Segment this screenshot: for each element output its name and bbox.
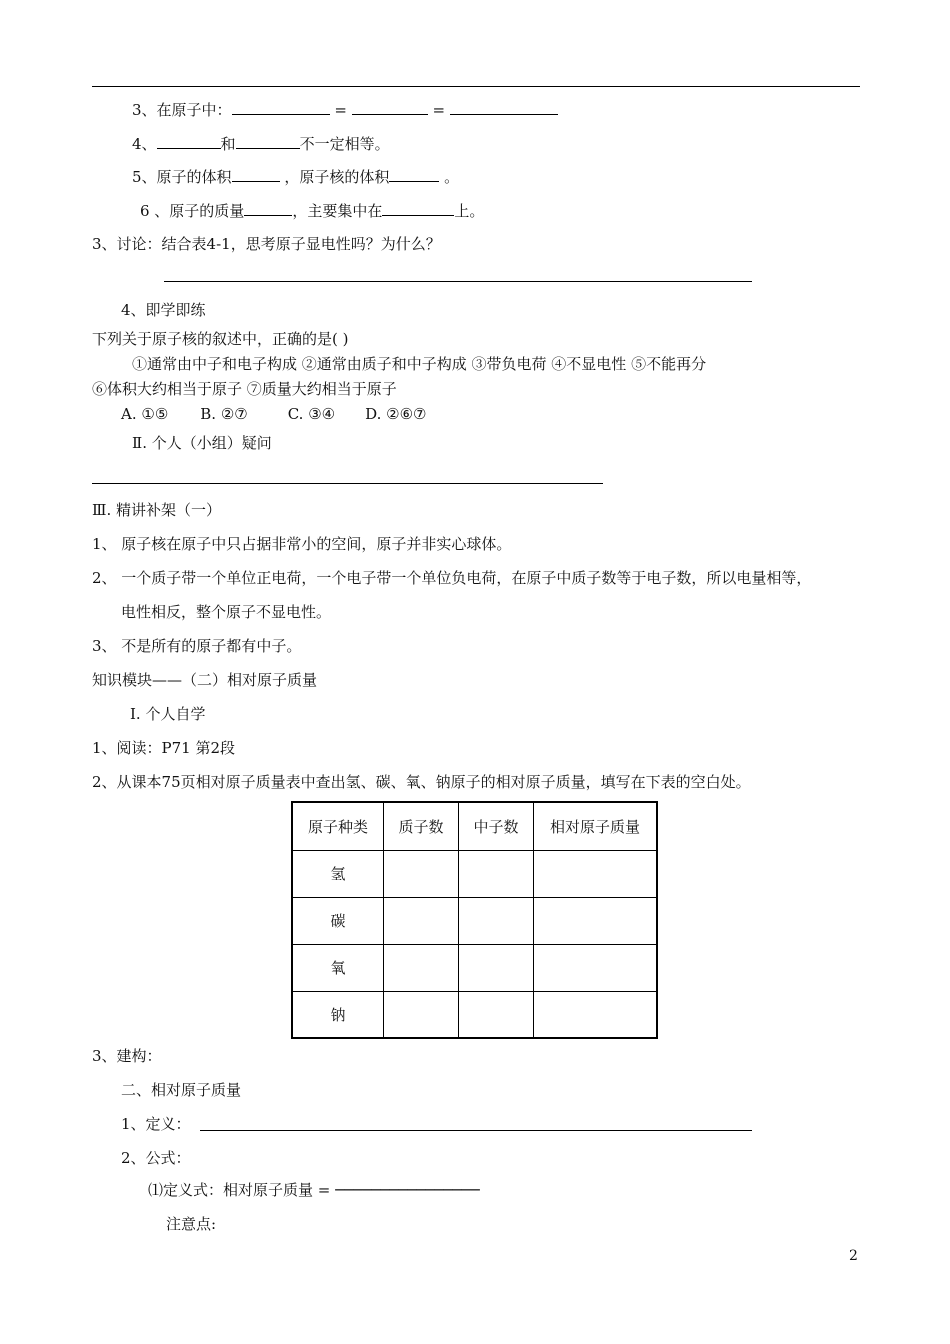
definition-label: 1、定义： [121, 1115, 191, 1133]
table-cell[interactable] [534, 897, 658, 944]
reading-task: 1、阅读：P71 第2段 [92, 739, 236, 757]
item6-prefix: 6 、原子的质量 [140, 202, 245, 220]
item5-middle: ，原子核的体积 [284, 168, 390, 186]
answer-line[interactable] [164, 281, 752, 282]
table-row [292, 991, 657, 1038]
practice-question: 下列关于原子核的叙述中，正确的是( ) [92, 330, 349, 348]
item6-suffix: 上。 [454, 202, 485, 220]
self-study-heading: Ⅰ. 个人自学 [130, 705, 206, 723]
table-cell[interactable] [384, 944, 459, 991]
formula-label: 2、公式： [121, 1149, 191, 1167]
answer-line[interactable] [92, 483, 603, 484]
blank-field[interactable] [450, 100, 558, 115]
practice-options-1: ①通常由中子和电子构成 ②通常由质子和中子构成 ③带负电荷 ④不显电性 ⑤不能再分 [132, 355, 707, 373]
item5-prefix: 5、原子的体积 [132, 168, 232, 186]
blank-field[interactable] [232, 167, 280, 182]
choice-c[interactable]: C. ③④ [287, 405, 336, 423]
item3-prefix: 3、在原子中： [132, 101, 232, 119]
blank-field[interactable] [236, 134, 300, 149]
table-row [292, 897, 657, 944]
not-equal-item [132, 134, 390, 154]
table-header-cell: 相对原子质量 [534, 802, 658, 850]
equals-sign: = [432, 101, 446, 119]
table-header-row [292, 802, 657, 850]
choice-d[interactable]: D. ②⑥⑦ [365, 405, 427, 423]
volume-item [132, 167, 459, 187]
table-cell[interactable] [534, 944, 658, 991]
item6-middle: ，主要集中在 [292, 202, 383, 220]
table-cell[interactable] [384, 991, 459, 1038]
notes-label: 注意点: [166, 1215, 217, 1233]
blank-field[interactable] [232, 100, 330, 115]
mass-item [140, 201, 484, 221]
atom-name-cell: 钠 [292, 991, 384, 1038]
table-header-cell: 中子数 [459, 802, 534, 850]
atom-name-cell: 碳 [292, 897, 384, 944]
blank-field[interactable] [389, 167, 439, 182]
header-rule [92, 86, 860, 87]
page-number: 2 [849, 1248, 858, 1264]
equals-sign: = [334, 101, 347, 119]
relative-atomic-mass-table [291, 801, 658, 1039]
lecture-heading: Ⅲ. 精讲补架（一） [92, 501, 222, 519]
blank-field[interactable] [352, 100, 428, 115]
table-cell[interactable] [459, 991, 534, 1038]
table-header-cell: 质子数 [384, 802, 459, 850]
module-title: 知识模块——（二）相对原子质量 [92, 671, 318, 689]
construct-heading: 3、建构： [92, 1047, 162, 1065]
table-header-cell: 原子种类 [292, 802, 384, 850]
table-cell[interactable] [534, 850, 658, 897]
personal-questions-heading: Ⅱ. 个人（小组）疑问 [132, 434, 272, 452]
blank-field[interactable] [157, 134, 221, 149]
table-row [292, 944, 657, 991]
choice-b[interactable]: B. ②⑦ [200, 405, 248, 423]
practice-heading: 4、即学即练 [121, 301, 206, 319]
table-cell[interactable] [459, 944, 534, 991]
table-cell[interactable] [384, 897, 459, 944]
construct-subheading: 二、相对原子质量 [121, 1081, 242, 1099]
lecture-point: 2、 一个质子带一个单位正电荷，一个电子带一个单位负电荷，在原子中质子数等于电子数，所以电量相等， [92, 569, 812, 587]
lecture-point: 1、 原子核在原子中只占据非常小的空间，原子并非实心球体。 [92, 535, 512, 553]
blank-field[interactable] [244, 201, 292, 216]
answer-choices [121, 404, 426, 424]
choice-a[interactable]: A. ①⑤ [121, 405, 169, 423]
item4-and: 和 [220, 135, 236, 153]
lookup-task: 2、从课本75页相对原子质量表中查出氢、碳、氧、钠原子的相对原子质量，填写在下表的空白处。 [92, 773, 751, 791]
item4-suffix: 不一定相等。 [299, 135, 390, 153]
atom-name-cell: 氧 [292, 944, 384, 991]
atom-equality-item [132, 100, 558, 120]
lecture-point-continued: 电性相反，整个原子不显电性。 [121, 603, 332, 621]
practice-options-2: ⑥体积大约相当于原子 ⑦质量大约相当于原子 [92, 380, 397, 398]
answer-line[interactable] [200, 1130, 752, 1131]
discussion-question: 3、讨论：结合表4-1，思考原子显电性吗？为什么？ [92, 235, 441, 253]
blank-field[interactable] [382, 201, 454, 216]
item4-prefix: 4、 [132, 135, 157, 153]
table-cell[interactable] [459, 897, 534, 944]
atom-name-cell: 氢 [292, 850, 384, 897]
table-cell[interactable] [384, 850, 459, 897]
table-row [292, 850, 657, 897]
item5-suffix: 。 [444, 168, 460, 186]
table-cell[interactable] [534, 991, 658, 1038]
definition-formula: ⑴定义式：相对原子质量 = ──────────────── [148, 1181, 480, 1199]
lecture-point: 3、 不是所有的原子都有中子。 [92, 637, 302, 655]
table-cell[interactable] [459, 850, 534, 897]
